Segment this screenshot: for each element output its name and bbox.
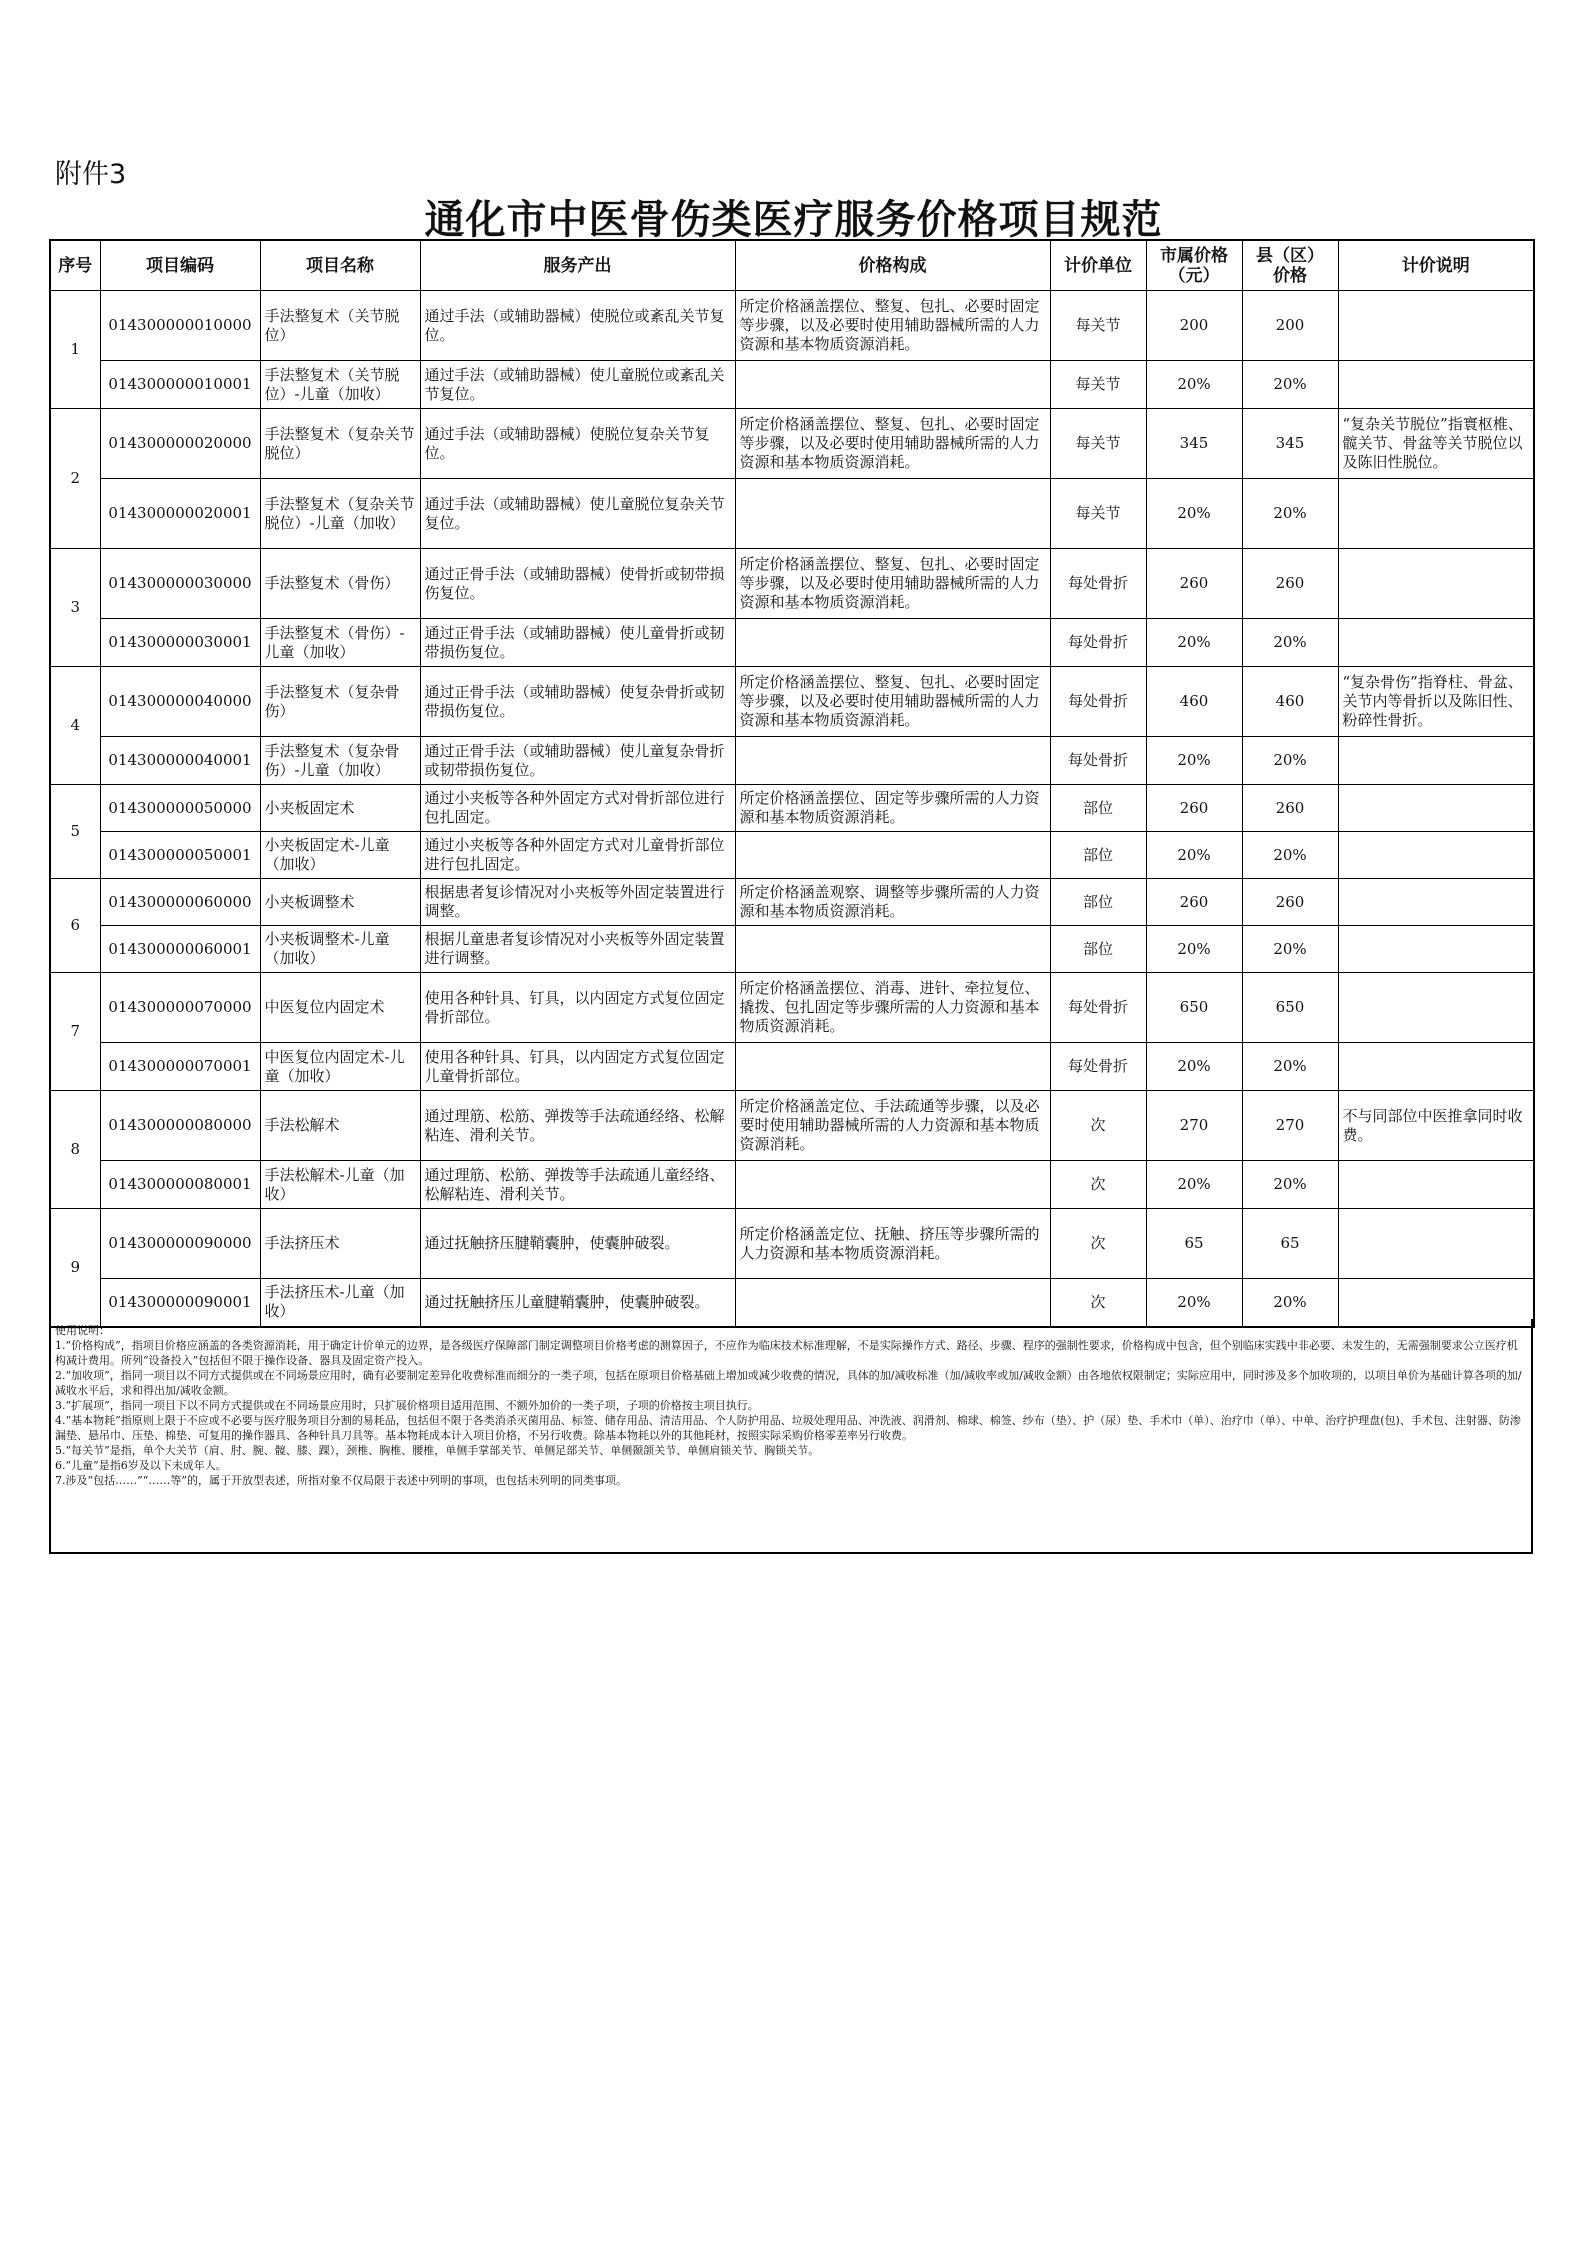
name-cell: 小夹板调整术	[260, 879, 420, 926]
code-cell: 014300000030000	[100, 549, 260, 619]
header-code: 项目编码	[100, 240, 260, 291]
unit-cell: 每处骨折	[1050, 619, 1146, 667]
code-cell: 014300000010001	[100, 361, 260, 409]
note-cell	[1338, 619, 1534, 667]
output-cell: 通过理筋、松筋、弹拨等手法疏通儿童经络、松解粘连、滑利关节。	[420, 1161, 735, 1209]
city-price-cell: 260	[1146, 785, 1242, 832]
output-cell: 通过抚触挤压儿童腱鞘囊肿，使囊肿破裂。	[420, 1279, 735, 1327]
note-cell	[1338, 361, 1534, 409]
county-price-cell: 20%	[1242, 361, 1338, 409]
county-price-cell: 20%	[1242, 832, 1338, 879]
header-composition: 价格构成	[735, 240, 1050, 291]
seq-cell: 9	[50, 1209, 100, 1327]
county-price-cell: 20%	[1242, 1279, 1338, 1327]
usage-notes	[49, 1319, 1533, 1554]
note-cell	[1338, 973, 1534, 1043]
code-cell: 014300000040001	[100, 737, 260, 785]
unit-cell: 部位	[1050, 926, 1146, 973]
name-cell: 中医复位内固定术-儿童（加收）	[260, 1043, 420, 1091]
table-row	[50, 1091, 1534, 1161]
city-price-cell: 65	[1146, 1209, 1242, 1279]
table-row	[50, 879, 1534, 926]
code-cell: 014300000070000	[100, 973, 260, 1043]
composition-cell	[735, 737, 1050, 785]
output-cell: 根据儿童患者复诊情况对小夹板等外固定装置进行调整。	[420, 926, 735, 973]
page-title: 通化市中医骨伤类医疗服务价格项目规范	[424, 196, 1163, 243]
output-cell: 使用各种针具、钉具，以内固定方式复位固定儿童骨折部位。	[420, 1043, 735, 1091]
unit-cell: 每处骨折	[1050, 667, 1146, 737]
city-price-cell: 650	[1146, 973, 1242, 1043]
composition-cell: 所定价格涵盖摆位、整复、包扎、必要时固定等步骤，以及必要时使用辅助器械所需的人力资源和基本物质资源消耗。	[735, 549, 1050, 619]
note-cell	[1338, 1043, 1534, 1091]
unit-cell: 每处骨折	[1050, 549, 1146, 619]
note-cell: “复杂骨伤”指脊柱、骨盆、关节内等骨折以及陈旧性、粉碎性骨折。	[1338, 667, 1534, 737]
composition-cell	[735, 479, 1050, 549]
city-price-cell: 260	[1146, 549, 1242, 619]
county-price-cell: 20%	[1242, 619, 1338, 667]
output-cell: 通过手法（或辅助器械）使脱位或紊乱关节复位。	[420, 291, 735, 361]
output-cell: 通过理筋、松筋、弹拨等手法疏通经络、松解粘连、滑利关节。	[420, 1091, 735, 1161]
code-cell: 014300000010000	[100, 291, 260, 361]
unit-cell: 每处骨折	[1050, 1043, 1146, 1091]
code-cell: 014300000060001	[100, 926, 260, 973]
composition-cell	[735, 832, 1050, 879]
county-price-cell: 260	[1242, 785, 1338, 832]
composition-cell: 所定价格涵盖摆位、整复、包扎、必要时固定等步骤，以及必要时使用辅助器械所需的人力资源和基本物质资源消耗。	[735, 667, 1050, 737]
city-price-cell: 20%	[1146, 737, 1242, 785]
unit-cell: 次	[1050, 1279, 1146, 1327]
output-cell: 根据患者复诊情况对小夹板等外固定装置进行调整。	[420, 879, 735, 926]
city-price-cell: 20%	[1146, 1279, 1242, 1327]
output-cell: 通过小夹板等各种外固定方式对儿童骨折部位进行包扎固定。	[420, 832, 735, 879]
output-cell: 通过正骨手法（或辅助器械）使儿童复杂骨折或韧带损伤复位。	[420, 737, 735, 785]
output-cell: 通过正骨手法（或辅助器械）使儿童骨折或韧带损伤复位。	[420, 619, 735, 667]
table-row	[50, 832, 1534, 879]
note-cell	[1338, 926, 1534, 973]
name-cell: 手法整复术（关节脱位）-儿童（加收）	[260, 361, 420, 409]
seq-cell: 8	[50, 1091, 100, 1209]
code-cell: 014300000040000	[100, 667, 260, 737]
unit-cell: 每关节	[1050, 409, 1146, 479]
header-unit: 计价单位	[1050, 240, 1146, 291]
header-name: 项目名称	[260, 240, 420, 291]
composition-cell: 所定价格涵盖摆位、整复、包扎、必要时固定等步骤，以及必要时使用辅助器械所需的人力资源和基本物质资源消耗。	[735, 291, 1050, 361]
code-cell: 014300000080001	[100, 1161, 260, 1209]
table-row	[50, 479, 1534, 549]
note-cell	[1338, 832, 1534, 879]
seq-cell: 1	[50, 291, 100, 409]
note-item: 7.涉及“包括……”“……等”的，属于开放型表述，所指对象不仅局限于表述中列明的事项，也包括未列明的同类事项。	[55, 1474, 627, 1487]
county-price-cell: 20%	[1242, 1043, 1338, 1091]
county-price-cell: 20%	[1242, 479, 1338, 549]
output-cell: 通过手法（或辅助器械）使脱位复杂关节复位。	[420, 409, 735, 479]
city-price-cell: 200	[1146, 291, 1242, 361]
code-cell: 014300000050000	[100, 785, 260, 832]
name-cell: 手法整复术（关节脱位）	[260, 291, 420, 361]
name-cell: 手法整复术（复杂骨伤）	[260, 667, 420, 737]
city-price-cell: 20%	[1146, 832, 1242, 879]
name-cell: 小夹板固定术-儿童（加收）	[260, 832, 420, 879]
composition-cell	[735, 1161, 1050, 1209]
code-cell: 014300000060000	[100, 879, 260, 926]
price-table	[49, 239, 1535, 1328]
note-cell: “复杂关节脱位”指寰枢椎、髋关节、骨盆等关节脱位以及陈旧性脱位。	[1338, 409, 1534, 479]
city-price-cell: 20%	[1146, 1161, 1242, 1209]
city-price-cell: 270	[1146, 1091, 1242, 1161]
unit-cell: 部位	[1050, 832, 1146, 879]
seq-cell: 2	[50, 409, 100, 549]
output-cell: 通过小夹板等各种外固定方式对骨折部位进行包扎固定。	[420, 785, 735, 832]
table-row	[50, 291, 1534, 361]
composition-cell: 所定价格涵盖摆位、消毒、进针、牵拉复位、撬拨、包扎固定等步骤所需的人力资源和基本物质资源消耗。	[735, 973, 1050, 1043]
seq-cell: 7	[50, 973, 100, 1091]
seq-cell: 6	[50, 879, 100, 973]
table-header-row	[50, 240, 1534, 291]
composition-cell: 所定价格涵盖摆位、固定等步骤所需的人力资源和基本物质资源消耗。	[735, 785, 1050, 832]
output-cell: 通过正骨手法（或辅助器械）使复杂骨折或韧带损伤复位。	[420, 667, 735, 737]
county-price-cell: 20%	[1242, 737, 1338, 785]
code-cell: 014300000020001	[100, 479, 260, 549]
unit-cell: 部位	[1050, 785, 1146, 832]
table-row	[50, 1161, 1534, 1209]
header-output: 服务产出	[420, 240, 735, 291]
note-item: 2.“加收项”，指同一项目以不同方式提供或在不同场景应用时，确有必要制定差异化收费标准而细分的一类子项，包括在原项目价格基础上增加或减少收费的情况，具体的加/减收标准（加/减收率或加/减收金额）由各地依权限制定；实际应用中，同时涉及多个加收项的，以项目单价为基础计算各项的加/减收水平后，求和得出加/减收金额。	[55, 1369, 1522, 1397]
composition-cell	[735, 361, 1050, 409]
note-item: 5.“每关节”是指，单个大关节（肩、肘、腕、髋、膝、踝），颈椎、胸椎、腰椎，单侧手掌部关节、单侧足部关节、单侧颞颌关节、单侧肩锁关节、胸锁关节。	[55, 1444, 820, 1457]
table-row	[50, 926, 1534, 973]
city-price-cell: 260	[1146, 879, 1242, 926]
name-cell: 手法整复术（复杂骨伤）-儿童（加收）	[260, 737, 420, 785]
note-item: 4.“基本物耗”指原则上限于不应或不必要与医疗服务项目分割的易耗品，包括但不限于各类消杀灭菌用品、标签、储存用品、清洁用品、个人防护用品、垃圾处理用品、冲洗液、润滑剂、棉球、棉签、纱布（垫）、护（尿）垫、手术巾（单）、治疗巾（单）、中单、治疗护理盘(包)、手术包、注射器、防渗漏垫、悬吊巾、压垫、棉垫、可复用的操作器具、各种针具刀具等。基本物耗成本计入项目价格，不另行收费。除基本物耗以外的其他耗材，按照实际采购价格零差率另行收费。	[55, 1414, 1521, 1442]
table-row	[50, 361, 1534, 409]
county-price-cell: 260	[1242, 879, 1338, 926]
unit-cell: 每关节	[1050, 361, 1146, 409]
output-cell: 通过手法（或辅助器械）使儿童脱位复杂关节复位。	[420, 479, 735, 549]
table-row	[50, 737, 1534, 785]
name-cell: 手法整复术（复杂关节脱位）-儿童（加收）	[260, 479, 420, 549]
composition-cell: 所定价格涵盖定位、抚触、挤压等步骤所需的人力资源和基本物质资源消耗。	[735, 1209, 1050, 1279]
city-price-cell: 20%	[1146, 1043, 1242, 1091]
name-cell: 小夹板调整术-儿童（加收）	[260, 926, 420, 973]
note-cell: 不与同部位中医推拿同时收费。	[1338, 1091, 1534, 1161]
code-cell: 014300000090001	[100, 1279, 260, 1327]
composition-cell: 所定价格涵盖观察、调整等步骤所需的人力资源和基本物质资源消耗。	[735, 879, 1050, 926]
name-cell: 小夹板固定术	[260, 785, 420, 832]
composition-cell	[735, 926, 1050, 973]
composition-cell	[735, 1043, 1050, 1091]
note-cell	[1338, 1209, 1534, 1279]
output-cell: 通过手法（或辅助器械）使儿童脱位或紊乱关节复位。	[420, 361, 735, 409]
notes-heading: 使用说明：	[55, 1324, 110, 1337]
code-cell: 014300000080000	[100, 1091, 260, 1161]
name-cell: 手法挤压术	[260, 1209, 420, 1279]
city-price-cell: 20%	[1146, 479, 1242, 549]
name-cell: 手法整复术（骨伤）-儿童（加收）	[260, 619, 420, 667]
code-cell: 014300000030001	[100, 619, 260, 667]
code-cell: 014300000020000	[100, 409, 260, 479]
note-cell	[1338, 785, 1534, 832]
table-row	[50, 973, 1534, 1043]
unit-cell: 部位	[1050, 879, 1146, 926]
county-price-cell: 20%	[1242, 926, 1338, 973]
seq-cell: 4	[50, 667, 100, 785]
note-item: 6.“儿童”是指6岁及以下未成年人。	[55, 1459, 227, 1472]
unit-cell: 每关节	[1050, 479, 1146, 549]
county-price-cell: 650	[1242, 973, 1338, 1043]
table-row	[50, 1209, 1534, 1279]
table-row	[50, 619, 1534, 667]
code-cell: 014300000090000	[100, 1209, 260, 1279]
county-price-cell: 65	[1242, 1209, 1338, 1279]
unit-cell: 每处骨折	[1050, 737, 1146, 785]
unit-cell: 次	[1050, 1161, 1146, 1209]
seq-cell: 3	[50, 549, 100, 667]
note-cell	[1338, 1161, 1534, 1209]
city-price-cell: 20%	[1146, 361, 1242, 409]
output-cell: 通过正骨手法（或辅助器械）使骨折或韧带损伤复位。	[420, 549, 735, 619]
code-cell: 014300000050001	[100, 832, 260, 879]
header-note: 计价说明	[1338, 240, 1534, 291]
name-cell: 手法挤压术-儿童（加收）	[260, 1279, 420, 1327]
note-cell	[1338, 479, 1534, 549]
note-item: 1.“价格构成”，指项目价格应涵盖的各类资源消耗，用于确定计价单元的边界，是各级医疗保障部门制定调整项目价格考虑的测算因子，不应作为临床技术标准理解，不是实际操作方式、路径、步骤、程序的强制性要求，价格构成中包含，但个别临床实践中非必要、未发生的，无需强制要求公立医疗机构减计费用。所列“设备投入”包括但不限于操作设备、器具及固定资产投入。	[55, 1339, 1518, 1367]
county-price-cell: 460	[1242, 667, 1338, 737]
composition-cell: 所定价格涵盖定位、手法疏通等步骤，以及必要时使用辅助器械所需的人力资源和基本物质资源消耗。	[735, 1091, 1050, 1161]
output-cell: 通过抚触挤压腱鞘囊肿，使囊肿破裂。	[420, 1209, 735, 1279]
county-price-cell: 345	[1242, 409, 1338, 479]
name-cell: 手法整复术（复杂关节脱位）	[260, 409, 420, 479]
table-row	[50, 1043, 1534, 1091]
county-price-cell: 270	[1242, 1091, 1338, 1161]
unit-cell: 次	[1050, 1091, 1146, 1161]
composition-cell: 所定价格涵盖摆位、整复、包扎、必要时固定等步骤，以及必要时使用辅助器械所需的人力资源和基本物质资源消耗。	[735, 409, 1050, 479]
city-price-cell: 20%	[1146, 619, 1242, 667]
unit-cell: 次	[1050, 1209, 1146, 1279]
table-row	[50, 409, 1534, 479]
unit-cell: 每关节	[1050, 291, 1146, 361]
attachment-label: 附件3	[55, 159, 127, 190]
table-row	[50, 549, 1534, 619]
city-price-cell: 345	[1146, 409, 1242, 479]
note-cell	[1338, 879, 1534, 926]
city-price-cell: 460	[1146, 667, 1242, 737]
note-item: 3.“扩展项”，指同一项目下以不同方式提供或在不同场景应用时，只扩展价格项目适用范围、不额外加价的一类子项，子项的价格按主项目执行。	[55, 1399, 759, 1412]
composition-cell	[735, 619, 1050, 667]
name-cell: 手法整复术（骨伤）	[260, 549, 420, 619]
table-row	[50, 785, 1534, 832]
note-cell	[1338, 549, 1534, 619]
output-cell: 使用各种针具、钉具，以内固定方式复位固定骨折部位。	[420, 973, 735, 1043]
header-city-price: 市属价格 （元）	[1146, 240, 1242, 291]
code-cell: 014300000070001	[100, 1043, 260, 1091]
table-row	[50, 667, 1534, 737]
name-cell: 中医复位内固定术	[260, 973, 420, 1043]
header-seq: 序号	[50, 240, 100, 291]
name-cell: 手法松解术-儿童（加收）	[260, 1161, 420, 1209]
county-price-cell: 20%	[1242, 1161, 1338, 1209]
note-cell	[1338, 737, 1534, 785]
county-price-cell: 200	[1242, 291, 1338, 361]
note-cell	[1338, 291, 1534, 361]
unit-cell: 每处骨折	[1050, 973, 1146, 1043]
county-price-cell: 260	[1242, 549, 1338, 619]
name-cell: 手法松解术	[260, 1091, 420, 1161]
city-price-cell: 20%	[1146, 926, 1242, 973]
header-county-price: 县（区） 价格	[1242, 240, 1338, 291]
seq-cell: 5	[50, 785, 100, 879]
